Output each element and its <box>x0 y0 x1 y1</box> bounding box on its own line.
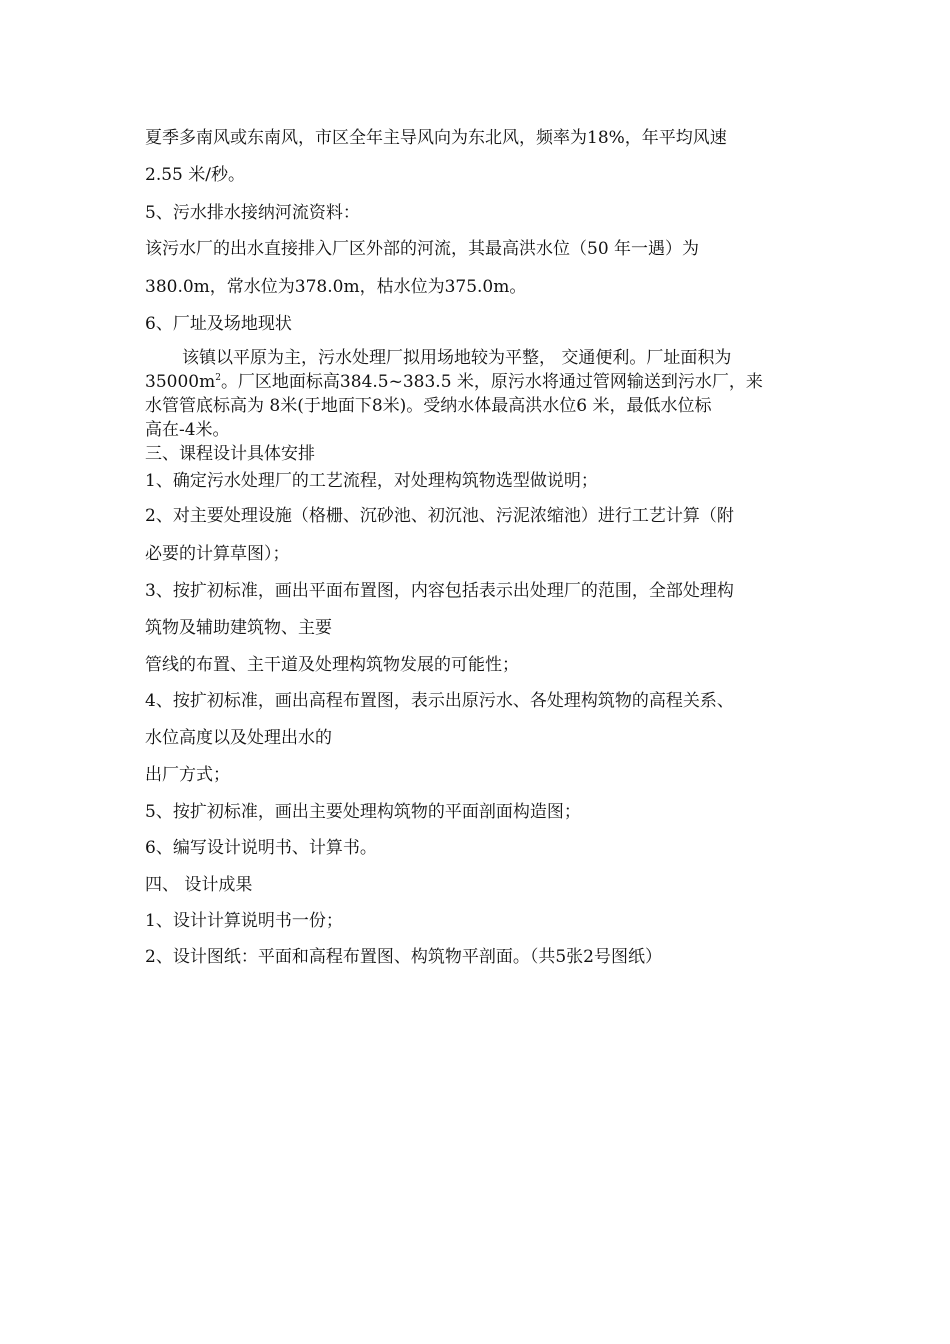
section-heading: 5、污水排水接纳河流资料： <box>145 203 360 223</box>
text-line: 管线的布置、主干道及处理构筑物发展的可能性； <box>145 655 519 675</box>
list-item: 6、编写设计说明书、计算书。 <box>145 838 377 858</box>
text-line: 水管管底标高为 8米(于地面下8米)。受纳水体最高洪水位6 米，最低水位标 <box>145 396 712 416</box>
list-item: 4、按扩初标准，画出高程布置图，表示出原污水、各处理构筑物的高程关系、 <box>145 691 734 711</box>
superscript: 2 <box>215 373 221 383</box>
list-item: 2、对主要处理设施（格栅、沉砂池、初沉池、污泥浓缩池）进行工艺计算（附 <box>145 506 734 526</box>
list-item: 3、按扩初标准，画出平面布置图，内容包括表示出处理厂的范围，全部处理构 <box>145 581 734 601</box>
text-line: 筑物及辅助建筑物、主要 <box>145 618 332 638</box>
list-item: 1、确定污水处理厂的工艺流程，对处理构筑物选型做说明； <box>145 471 598 491</box>
text-line: 夏季多南风或东南风，市区全年主导风向为东北风，频率为18%，年平均风速 <box>145 128 727 148</box>
text-line: 该污水厂的出水直接排入厂区外部的河流，其最高洪水位（50 年一遇）为 <box>145 239 700 259</box>
section-heading: 三、课程设计具体安排 <box>145 444 315 464</box>
text-line: 必要的计算草图）； <box>145 544 290 564</box>
text-segment: 。厂区地面标高384.5~383.5 米，原污水将通过管网输送到污水厂，来 <box>220 372 763 392</box>
text-line: 2.55 米/秒。 <box>145 165 245 185</box>
list-item: 2、设计图纸：平面和高程布置图、构筑物平剖面。（共5张2号图纸） <box>145 947 662 967</box>
text-line <box>145 371 763 393</box>
area-value: 35000m <box>145 372 216 392</box>
section-heading: 四、 设计成果 <box>145 875 253 895</box>
text-line: 高在-4米。 <box>145 420 230 440</box>
section-heading: 6、厂址及场地现状 <box>145 314 292 334</box>
text-line: 该镇以平原为主，污水处理厂拟用场地较为平整， 交通便利。厂址面积为 <box>182 348 732 368</box>
text-line: 380.0m，常水位为378.0m，枯水位为375.0m。 <box>145 277 527 297</box>
text-line: 出厂方式； <box>145 765 230 785</box>
list-item: 5、按扩初标准，画出主要处理构筑物的平面剖面构造图； <box>145 802 581 822</box>
text-line: 水位高度以及处理出水的 <box>145 728 332 748</box>
list-item: 1、设计计算说明书一份； <box>145 911 343 931</box>
